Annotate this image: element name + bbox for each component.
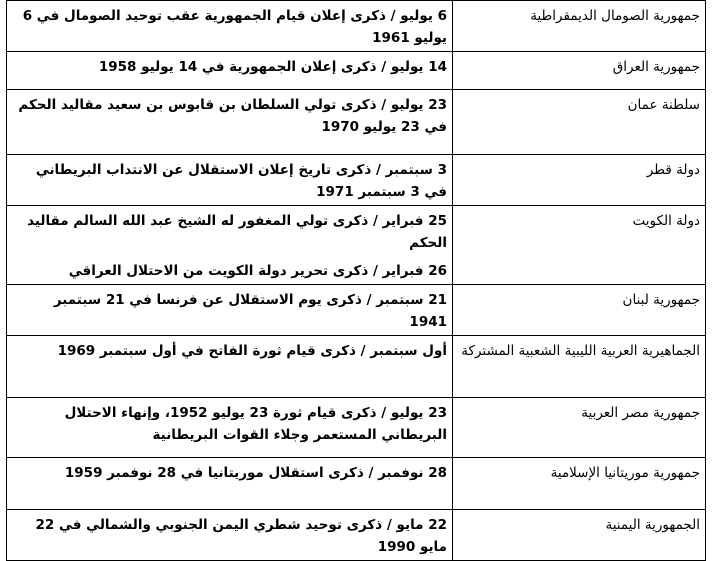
- event-cell: [7, 155, 453, 206]
- event-text: 28 نوفمبر / ذكرى استقلال موريتانيا في 28 نوفمبر 1959: [64, 465, 447, 481]
- country-cell: دولة قطر: [453, 155, 706, 206]
- event-text: 23 يوليو / ذكرى قيام ثورة 23 يوليو 1952، وإنهاء الاحتلال البريطاني المستعمر وجلاء القوات البريطانية: [64, 405, 447, 443]
- table-row: [7, 1, 706, 52]
- event-cell: [7, 206, 453, 285]
- country-cell: دولة الكويت: [453, 206, 706, 285]
- country-cell: جمهورية العراق: [453, 52, 706, 90]
- event-cell: [7, 90, 453, 155]
- event-text: 14 يوليو / ذكرى إعلان الجمهورية في 14 يوليو 1958: [98, 59, 447, 75]
- country-cell: جمهورية مصر العربية: [453, 398, 706, 458]
- event-cell: [7, 1, 453, 52]
- event-cell: [7, 285, 453, 336]
- country-cell: جمهورية موريتانيا الإسلامية: [453, 458, 706, 510]
- event-text: 25 فبراير / ذكرى تولي المغفور له الشيخ عبد الله السالم مقاليد الحكم: [27, 213, 447, 251]
- country-cell: جمهورية الصومال الديمقراطية: [453, 1, 706, 52]
- event-cell: [7, 336, 453, 398]
- event-text: 6 يوليو / ذكرى إعلان قيام الجمهورية عقب توحيد الصومال في 6 يوليو 1961: [22, 8, 447, 46]
- event-cell: [7, 458, 453, 510]
- event-text: أول سبتمبر / ذكرى قيام ثورة الفاتح في أول سبتمبر 1969: [57, 343, 447, 359]
- event-text: 26 فبراير / ذكرى تحرير دولة الكويت من الاحتلال العراقي: [68, 263, 447, 279]
- table-row: [7, 458, 706, 510]
- event-text: 22 مايو / ذكرى توحيد شطري اليمن الجنوبي والشمالي في 22 مايو 1990: [35, 517, 447, 555]
- event-cell: [7, 52, 453, 90]
- table-row: [7, 398, 706, 458]
- table-row: [7, 336, 706, 398]
- table-row: [7, 206, 706, 285]
- table-row: [7, 52, 706, 90]
- country-cell: جمهورية لبنان: [453, 285, 706, 336]
- table-row: [7, 510, 706, 561]
- event-text: 3 سبتمبر / ذكرى تاريخ إعلان الاستقلال عن الانتداب البريطاني في 3 سبتمبر 1971: [35, 162, 447, 200]
- event-text: 21 سبتمبر / ذكرى يوم الاستقلال عن فرنسا في 21 سبتمبر 1941: [53, 292, 447, 330]
- country-cell: سلطنة عمان: [453, 90, 706, 155]
- country-cell: الجماهيرية العربية الليبية الشعبية المشتركة: [453, 336, 706, 398]
- national-days-table: [6, 0, 706, 561]
- table-row: [7, 155, 706, 206]
- event-text: 23 يوليو / ذكرى تولي السلطان بن قابوس بن سعيد مقاليد الحكم في 23 يوليو 1970: [18, 97, 447, 135]
- table-row: [7, 285, 706, 336]
- event-cell: [7, 510, 453, 561]
- event-cell: [7, 398, 453, 458]
- table-row: [7, 90, 706, 155]
- country-cell: الجمهورية اليمنية: [453, 510, 706, 561]
